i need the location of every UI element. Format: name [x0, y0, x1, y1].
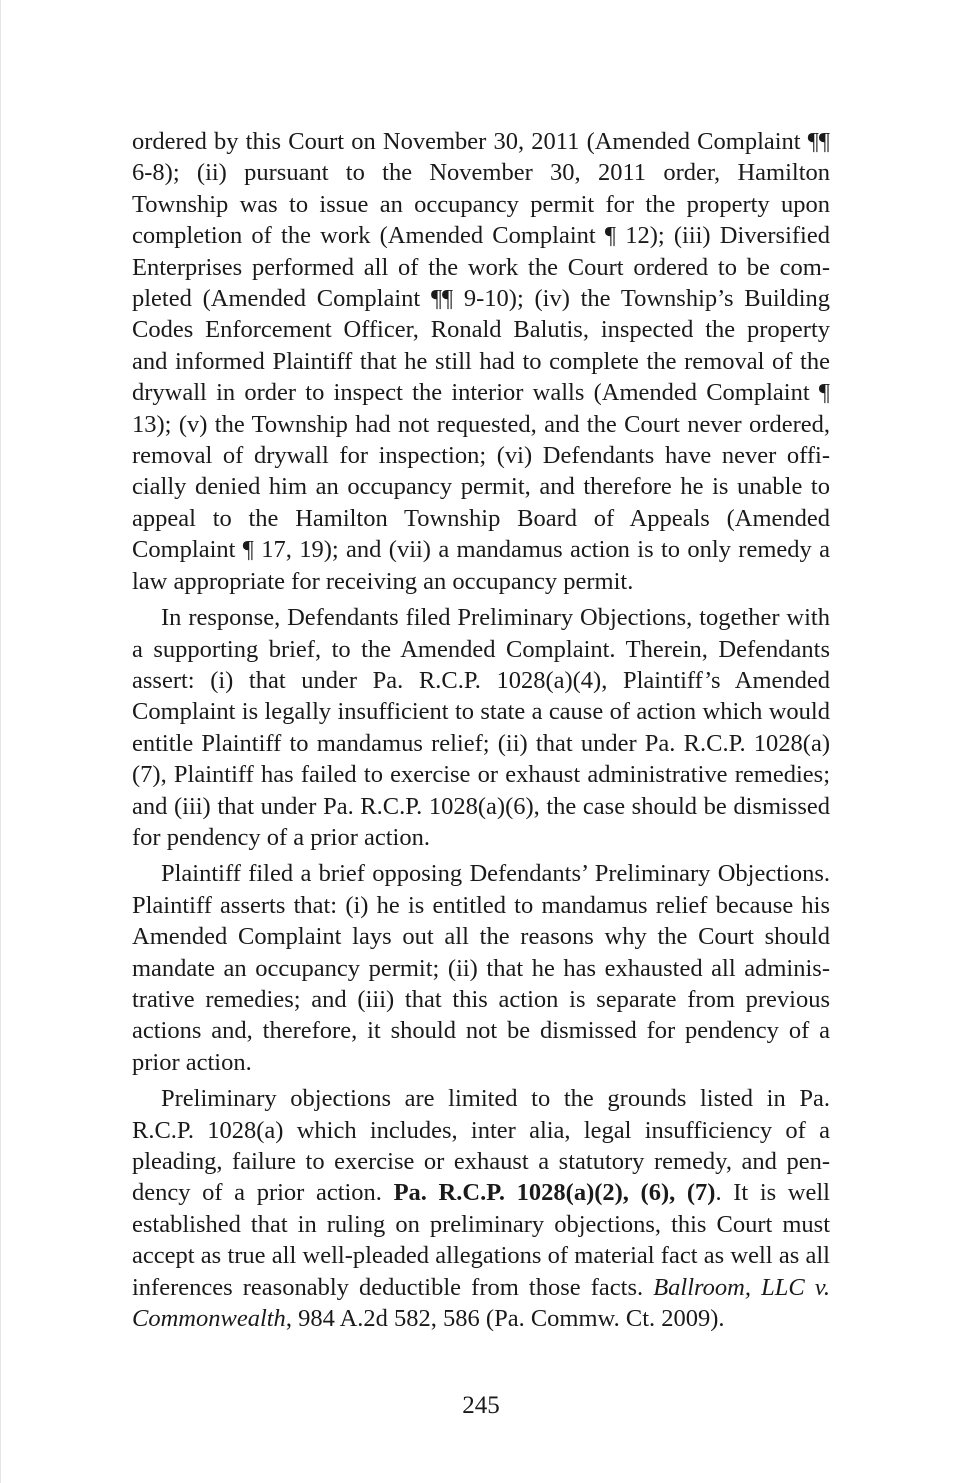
page-number: 245: [462, 1392, 500, 1419]
paragraph-2: In response, Defendants filed Preliminary Objections, together with a supporting brief, to the Amended Complaint. Therein, Defendants assert: (i) that under Pa. R.C.P. 1028(a)(4), Plaintiff’s Amended Complaint is legally insufficient to state a cause of action which would entitle Plaintiff to mandamus relief; (ii) that under Pa. R.C.P. 1028(a)(7), Plaintiff has failed to exercise or exhaust administrative remedies; and (iii) that under Pa. R.C.P. 1028(a)(6), the case should be dismissed for pendency of a prior action.: [132, 604, 830, 851]
paragraph-4: [132, 1083, 830, 1334]
rule-citation: Pa. R.C.P. 1028(a)(2), (6), (7): [393, 1179, 716, 1207]
case-citation: Ballroom, LLC v. Commonwealth: [132, 1273, 830, 1333]
paragraph-3: Plaintiff filed a brief opposing Defendants’ Preliminary Objections. Plaintiff asserts that: (i) he is entitled to mandamus relief because his Amended Complaint lays out all the reasons why the Court should mandate an occupancy permit; (ii) that he has exhausted all administrative remedies; and (iii) that this action is separate from previous actions and, therefore, it should not be dismissed for pendency of a prior action.: [132, 860, 830, 1076]
paragraph-4-text-1: Preliminary objections are limited to the grounds listed in Pa. R.C.P. 1028(a) which includes, inter alia, legal insufficiency of a pleading, failure to exercise or exhaust a statutory remedy, and pendency of a prior action.: [132, 1085, 830, 1207]
paragraph-4-text-2: . It is well established that in ruling on preliminary objections, this Court must accept as true all well-pleaded allegations of material fact as well as all inferences reasonably deductible from those facts.: [132, 1179, 830, 1301]
paragraph-1: ordered by this Court on November 30, 2011 (Amended Complaint ¶¶ 6-8); (ii) pursuant to the November 30, 2011 order, Hamilton Township was to issue an occupancy permit for the property upon completion of the work (Amended Complaint ¶ 12); (iii) Diversified Enterprises performed all of the work the Court ordered to be completed (Amended Complaint ¶¶ 9-10); (iv) the Township’s Building Codes Enforcement Officer, Ronald Balutis, inspected the property and informed Plaintiff that he still had to complete the removal of the drywall in order to inspect the interior walls (Amended Complaint ¶ 13); (v) the Township had not requested, and the Court never ordered, removal of drywall for inspection; (vi) Defendants have never officially denied him an occupancy permit, and therefore he is unable to appeal to the Hamilton Township Board of Appeals (Amended Complaint ¶ 17, 19); and (vii) a mandamus action is to only remedy a law appropriate for receiving an occupancy permit.: [132, 128, 830, 595]
paragraph-4-text-3: , 984 A.2d 582, 586 (Pa. Commw. Ct. 2009).: [285, 1305, 725, 1333]
body-text: [132, 126, 830, 1339]
